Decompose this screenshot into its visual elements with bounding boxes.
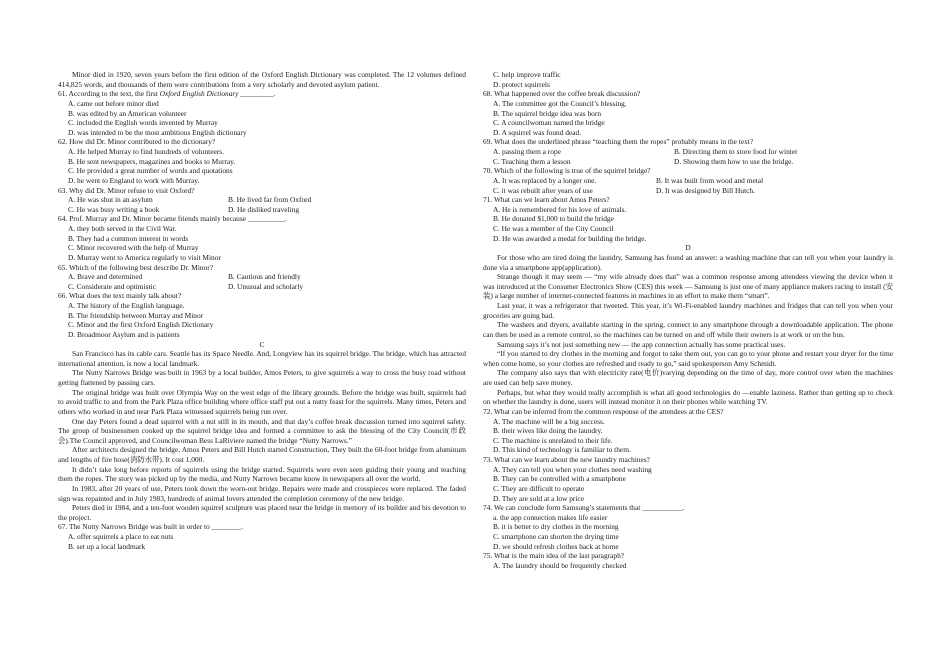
option: D. Showing them how to use the bridge. [674,156,794,166]
section-heading-d: D [685,243,691,253]
option: a. the app connection makes life easier [493,512,608,522]
option: B. it is better to dry clothes in the morning [493,522,619,532]
option-row [483,147,893,157]
option: B. set up a local landmark [68,541,146,551]
passage-paragraph: The Nutty Narrows Bridge was built in 1963 by a local builder, Amos Peters, to give squirrels a way to cross the busy road without getting flattened by passing cars. [58,368,466,387]
intro-paragraph: Minor died in 1920, seven years before the first edition of the Oxford English Dictionary was completed. The 12 volumes defined 414,825 words, and thousands of them were contributions from a very scholarly and devoted asylum patient. [58,70,466,89]
option: D. we should refresh clothes back at home [493,541,619,551]
section-heading-c: C [259,339,265,349]
option: A. He was shut in an asylum [68,195,153,205]
option: A. The committee got the Council’s blessing. [493,98,627,108]
option: D. was intended to be the most ambitious English dictionary [68,127,247,137]
option-row [483,157,893,167]
option: A. offer squirrels a place to eat nuts [68,532,174,541]
option-row [483,186,893,196]
question-63: 63. Why did Dr. Minor refuse to visit Oxford? [58,185,195,195]
option: C. Minor and the first Oxford English Dictionary [68,320,214,330]
option: D. He was awarded a medal for building the bridge. [493,233,647,243]
question-70: 70. Which of the following is true of the squirrel bridge? [483,166,651,176]
question-71: 71. What can we learn about Amos Peters? [483,195,610,205]
option: D. he went to England to work with Murray. [68,175,200,185]
option: B. He sent newspapers, magazines and books to Murray. [68,156,236,166]
option: D. Murray went to America regularly to visit Minor [68,252,221,262]
passage-paragraph: The company also says that with electricity rate(电价)varying depending on the time of day, more control over when the machines are used can help save money. [483,368,893,387]
option: D. This kind of technology is familiar to them. [493,445,631,455]
question-65: 65. Which of the following best describe Dr. Minor? [58,262,214,272]
option-row [58,195,466,205]
option: C. The machine is unrelated to their life. [493,435,613,445]
question-69: 69. What does the underlined phrase “teaching them the ropes” probably means in the text? [483,137,754,147]
passage-paragraph: Strange though it may seem — “my wife already does that” was a common response among attendees viewing the device when it was introduced at the Consumer Electronics Show (CES) this week — Samsung is just one of many appliance makers racing to install (安装) a large number of internet-connected features in machines in an effort to make them “smart”. [483,272,893,301]
option: D. protect squirrels [493,79,550,89]
option-row [58,272,466,282]
option: A. The laundry should be frequently checked [493,560,627,570]
question-73: 73. What can we learn about the new laundry machines? [483,455,650,464]
option: B. They had a common interest in words [68,233,189,243]
option: B. Directing them to store food for winter [674,147,798,156]
option: B. The friendship between Murray and Minor [68,310,204,320]
passage-paragraph: Perhaps, but what they would really accomplish is what all good technologies do —enable laziness. Rather than getting up to check on whether the laundry is done, users will instead monitor it on their phones while watching TV. [483,387,893,407]
question-75: 75. What is the main idea of the last paragraph? [483,551,625,561]
option: D. It was designed by Bill Hutch. [656,185,755,195]
question-67: 67. The Nutty Narrows Bridge was built in order to ________. [58,522,244,532]
passage-paragraph: Last year, it was a refrigerator that tweeted. This year, it’s Wi-Fi-enabled laundry machines and fridges that can tell you when your groceries are going bad. [483,301,893,320]
option: B. was edited by an American volunteer [68,108,187,118]
option: C. He was a member of the City Council [493,224,614,233]
right-column [483,70,893,571]
option: B. He donated $1,000 to build the bridge [493,214,614,224]
question-66: 66. What does the text mainly talk about? [58,291,182,301]
option: B. The squirrel bridge idea was born [493,108,602,118]
option: C. Minor recovered with the help of Murray [68,243,199,253]
question-62: 62. How did Dr. Minor contributed to the dictionary? [58,137,216,147]
option: A. He is remembered for his love of animals. [493,204,627,214]
option: D. Broadmoor Asylum and is patients [68,329,180,339]
question-64: 64. Prof. Murray and Dr. Minor became friends mainly because __________. [58,214,287,224]
question-72: 72. What can be inferred from the common response of the attendees at the CES? [483,406,724,416]
option-row [483,176,893,186]
option: A. It was replaced by a longer one. [493,175,597,185]
passage-paragraph: One day Peters found a dead squirrel with a nut still in its mouth, and that day’s coffee break discussion turned into squirrel safety. The group of businessmen cooked up the squirrel bridge idea and formed a committee to ask the blessing of the City Council(市政会).The Council approved, and Councilwoman Bess LaRiviere named the bridge “Nutty Narrows.” [58,416,466,445]
option: B. He lived far from Oxford [228,195,312,205]
option: C. included the English words invented by Murray [68,118,218,128]
passage-paragraph: Peters died in 1984, and a ten-foot wooden squirrel sculpture was placed near the bridge in memory of its builder and his devotion to the project. [58,503,466,522]
question-61: 61. According to the text, the first Oxford English Dictionary _________. [58,89,276,99]
option: C. He was busy writing a book [68,204,160,214]
option: C. Considerate and optimistic [68,281,156,291]
option: A. They can tell you when your clothes need washing [493,464,652,474]
option: D. He disliked traveling [228,204,300,214]
option: B. their wives like doing the laundry. [493,426,603,436]
option: C. They are difficult to operate [493,483,585,493]
option: D. Unusual and scholarly [228,281,304,291]
option: A. The machine will be a big success. [493,416,605,426]
question-68: 68. What happened over the coffee break discussion? [483,89,641,99]
passage-paragraph: After architects designed the bridge, Amos Peters and Bill Hutch started Construction, They built the 60-foot bridge from aluminum and lengths of fire hose(消防水带). It cost 1,000. [58,445,466,464]
option-row [58,205,466,215]
passage-paragraph: In 1983, after 20 years of use, Peters took down the worn-out bridge. Repairs were made and crosspieces were replaced. The faded sign was repainted and in July 1983, hundreds of animal lovers attended the completion ceremony of the new bridge. [58,483,466,503]
option: A. passing them a rope [493,147,561,156]
option: D. A squirrel was found dead. [493,127,582,137]
passage-paragraph: It didn’t take long before reports of squirrels using the bridge started. Squirrels were even seen guiding their young and teaching them the ropes. The story was picked up by the media, and Nutty Narrows became know in newspapers all over the world. [58,464,466,484]
option: A. The history of the English language. [68,301,185,310]
option: C. it was rebuilt after years of use [493,185,593,195]
option: C. Teaching them a lesson [493,156,571,166]
option: B. Cautious and friendly [228,272,301,282]
option: C. smartphone can shorten the drying time [493,532,619,541]
option: C. He provided a great number of words and quotations [68,166,233,176]
option: B. It was built from wood and metal [656,175,764,185]
passage-paragraph: The original bridge was built over Olympia Way on the west edge of the library grounds. Before the bridge was built, squirrels had to avoid traffic to and from the Park Plaza office building where office staff put out a nutty feast for the squirrels. Many times, Peters and others who worked in and near Park Plaza witnessed squirrels being run over. [58,387,466,416]
left-column [58,70,466,551]
option: B. They can be controlled with a smartphone [493,474,626,484]
option: A. Brave and determined [68,272,143,282]
option: C. help improve traffic [493,70,561,79]
option: A. came out before minor died [68,98,159,108]
option-row [58,282,466,292]
passage-paragraph: Samsung says it’s not just something new — the app connection actually has some practical uses. [497,339,786,349]
passage-paragraph: “If you started to dry clothes in the morning and forgot to take them out, you can go to your phone and restart your dryer for the time when come home, so your clothes are refreshed and ready to go,” said spokesperson Amy Schmidt. [483,349,893,368]
option: A. He helped Murray to find hundreds of volunteers. [68,147,224,156]
option: A. they both served in the Civil War. [68,224,177,233]
option: D. They are sold at a low price [493,493,584,503]
question-74: 74. We can conclude form Samsung’s statements that ___________. [483,503,685,513]
passage-paragraph: San Francisco has its cable cars. Seattle has its Space Needle. And, Longview has its squirrel bridge. The bridge, which has attracted international attention, is now a local landmark. [58,349,466,368]
option: C. A councilwoman named the bridge [493,118,605,128]
passage-paragraph: For those who are tired doing the laundry, Samsung has found an answer: a washing machine that can tell you when your laundry is done via a smartphone app(application). [483,252,893,272]
passage-paragraph: The washers and dryers, available starting in the spring, connect to any smartphone through a downloadable application. The phone can then be used as a remote control, so the machines can be turned on and off while their owners is at work or on the bus. [483,320,893,339]
